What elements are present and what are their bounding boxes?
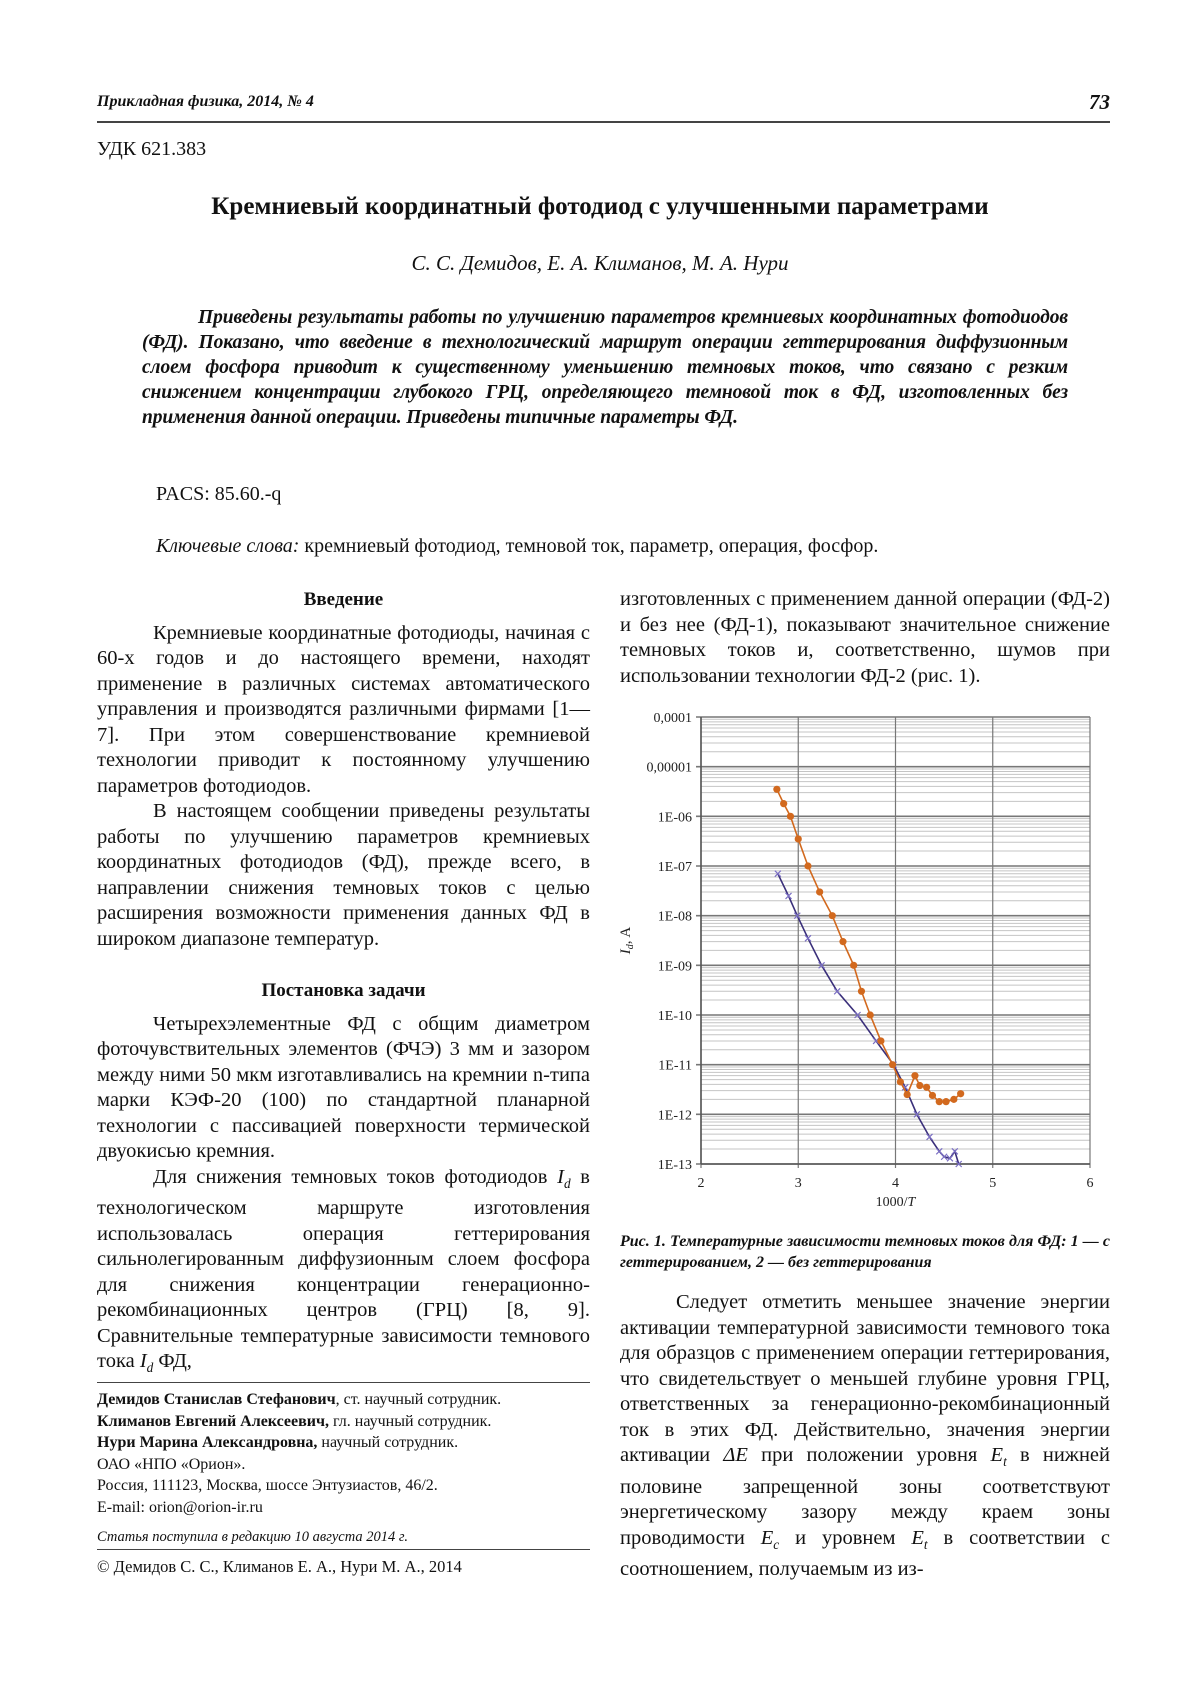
symbol-id: $I_d$ xyxy=(557,1165,571,1191)
data-point xyxy=(839,938,846,945)
section-heading-problem: Постановка задачи xyxy=(261,980,426,1001)
data-point xyxy=(950,1096,957,1103)
data-point xyxy=(773,786,780,793)
section-heading-intro: Введение xyxy=(303,589,384,610)
right-paragraph-1: изготовленных с применением данной операции (ФД-2) и без нее (ФД-1), показывают значительное снижение темновых токов и, соответственно, шумов при использовании технологии ФД-2 (рис. 1). xyxy=(620,588,1110,687)
keywords xyxy=(156,535,878,558)
intro-paragraph-1: Кремниевые координатные фотодиоды, начиная с 60-х годов и до настоящего времени, находят применение в различных системах автоматического управления и производятся различными фирмами [1—7]. При этом совершенствование кремниевой технологии приводит к постоянному улучшению параметров фотодиодов. xyxy=(97,621,590,797)
y-tick-label: 1E-12 xyxy=(657,1108,692,1124)
author-2: Климанов Евгений Алексеевич, гл. научный сотрудник. xyxy=(97,1412,492,1430)
data-point xyxy=(804,862,811,869)
data-point xyxy=(877,1037,884,1044)
organization: ОАО «НПО «Орион». xyxy=(97,1455,246,1473)
running-header xyxy=(97,90,1110,123)
data-point xyxy=(850,962,857,969)
data-point xyxy=(923,1084,930,1091)
author-1: Демидов Станислав Стефанович, ст. научный сотрудник. xyxy=(97,1391,502,1408)
y-tick-label: 1E-06 xyxy=(657,810,692,826)
figure-caption: Рис. 1. Температурные зависимости темновых токов для ФД: 1 — с геттерированием, 2 — без геттерирования xyxy=(620,1233,1110,1271)
problem-paragraph-2: Для снижения темновых токов фотодиодов $I_d$ в технологическом маршруте изготовления использовалась операция геттерирования сильнолегированным диффузионным слоем фосфора для снижения концентрации генерационно-рекомбинационных центров (ГРЦ) [8, 9]. Сравнительные температурные зависимости темнового тока $I_d$ ФД, xyxy=(97,1165,590,1376)
data-point xyxy=(904,1091,911,1098)
abstract: Приведены результаты работы по улучшению параметров кремниевых координатных фотодиодов (ФД). Показано, что введение в технологический маршрут операции геттерирования диффузионным слоем фосфора приводит к существенному уменьшению темновых токов, что связано с резким снижением концентрации глубокого ГРЦ, определяющего темновой ток в ФД, изготовленных без применения данной операции. Приведены типичные параметры ФД. xyxy=(142,307,1068,428)
data-point xyxy=(805,935,811,941)
data-point xyxy=(942,1098,949,1105)
right-column-top xyxy=(620,587,1110,689)
page-number: 73 xyxy=(1089,90,1110,114)
data-point xyxy=(867,1011,874,1018)
left-column xyxy=(97,587,590,1381)
email: E-mail: orion@orion-ir.ru xyxy=(97,1498,263,1516)
article-title: Кремниевый координатный фотодиод с улучшенными параметрами xyxy=(211,193,989,220)
y-tick-label: 1E-09 xyxy=(657,959,692,975)
author-3: Нури Марина Александровна, научный сотрудник. xyxy=(97,1434,459,1452)
x-tick-label: 3 xyxy=(794,1176,802,1191)
y-tick-label: 1E-07 xyxy=(657,860,692,875)
problem-paragraph-1: Четырехэлементные ФД с общим диаметром фоточувствительных элементов (ФЧЭ) 3 мм и зазором между ними 50 мкм изготавливались на кремнии n-типа марки КЭФ-20 (100) по стандартной планарной технологии с пассивацией поверхности термической двуокисью кремния. xyxy=(97,1012,590,1162)
received-date: Статья поступила в редакцию 10 августа 2014 г. xyxy=(97,1529,408,1545)
data-point xyxy=(816,888,823,895)
x-tick-label: 5 xyxy=(989,1176,997,1191)
udc-code: УДК 621.383 xyxy=(97,138,207,160)
data-point xyxy=(936,1098,943,1105)
data-point xyxy=(927,1134,933,1140)
y-tick-label: 1E-08 xyxy=(657,909,692,925)
data-point xyxy=(795,835,802,842)
keywords-label: Ключевые слова: xyxy=(156,535,300,557)
copyright: © Демидов С. С., Климанов Е. А., Нури М. А., 2014 xyxy=(97,1557,462,1576)
y-tick-label: 1E-11 xyxy=(658,1058,692,1074)
article-authors: С. С. Демидов, Е. А. Климанов, М. А. Нури xyxy=(411,251,789,275)
x-axis-label: 1000/T xyxy=(875,1195,916,1210)
data-point xyxy=(889,1061,896,1068)
author-affiliations xyxy=(97,1389,597,1519)
data-point xyxy=(957,1090,964,1097)
data-point xyxy=(786,893,792,899)
data-point xyxy=(911,1072,918,1079)
data-point xyxy=(897,1078,904,1085)
copyright-divider xyxy=(97,1549,590,1550)
y-tick-label: 0,0001 xyxy=(653,711,692,726)
log-plot xyxy=(610,700,1110,1220)
y-tick-label: 1E-10 xyxy=(657,1009,692,1024)
data-point xyxy=(787,813,794,820)
symbol-id: $I_d$ xyxy=(139,1350,154,1376)
data-point xyxy=(916,1082,923,1089)
address: Россия, 111123, Москва, шоссе Энтузиастов, 46/2. xyxy=(97,1477,438,1495)
x-tick-label: 2 xyxy=(697,1176,705,1191)
x-tick-label: 4 xyxy=(892,1176,899,1191)
intro-paragraph-2: В настоящем сообщении приведены результаты работы по улучшению параметров кремниевых координатных фотодиодов (ФД), прежде всего, в направлении снижения темновых токов с целью расширения возможности применения данных ФД в широком диапазоне температур. xyxy=(97,800,590,950)
right-column-bottom xyxy=(620,1290,1110,1583)
data-point xyxy=(929,1092,936,1099)
keywords-text: кремниевый фотодиод, темновой ток, параметр, операция, фосфор. xyxy=(299,535,879,557)
footnote-divider xyxy=(97,1382,590,1383)
pacs-code: PACS: 85.60.-q xyxy=(156,483,282,505)
data-point xyxy=(858,988,865,995)
figure-1-chart xyxy=(610,700,1110,1220)
y-tick-label: 1E-13 xyxy=(657,1158,692,1173)
x-tick-label: 6 xyxy=(1086,1176,1094,1191)
data-point xyxy=(829,912,836,919)
series-line xyxy=(778,874,959,1164)
data-point xyxy=(780,800,787,807)
journal-name: Прикладная физика, 2014, № 4 xyxy=(97,93,314,110)
right-paragraph-2: Следует отметить меньшее значение энергии активации температурной зависимости темнового тока для образцов с применением операции геттерирования, что свидетельствует о меньшей глубине уровня ГРЦ, ответственных за генерационно-рекомбинационный ток в этих ФД. Действительно, значения энергии активации ΔE при положении уровня $E_t$ в нижней половине запрещенной зоны соответствуют энергетическому зазору между краем зоны проводимости $E_c$ и уровнем $E_t$ в соответствии с соотношением, получаемым из из- xyxy=(620,1291,1110,1581)
y-axis-label: $I_d$, A xyxy=(618,926,636,955)
y-tick-label: 0,00001 xyxy=(646,760,692,776)
